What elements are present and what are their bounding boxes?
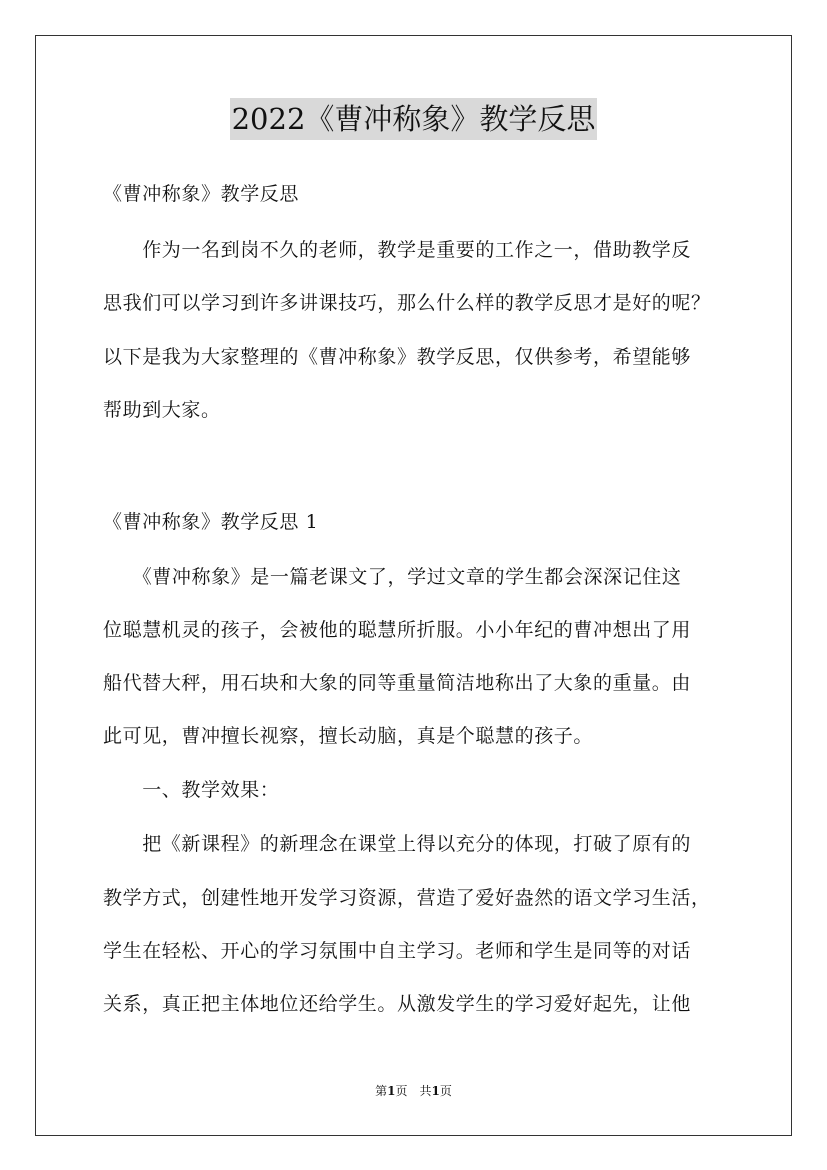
footer-mid: 页 共	[395, 1084, 432, 1098]
intro-line: 思我们可以学习到许多讲课技巧，那么什么样的教学反思才是好的呢？	[103, 292, 711, 314]
footer-prefix: 第	[375, 1084, 388, 1098]
section-line: 位聪慧机灵的孩子，会被他的聪慧所折服。小小年纪的曹冲想出了用	[103, 619, 692, 641]
section-line: 《曹冲称象》是一篇老课文了，学过文章的学生都会深深记住这	[103, 566, 682, 588]
body-line: 把《新课程》的新理念在课堂上得以充分的体现，打破了原有的	[103, 833, 692, 855]
section-line: 船代替大秤，用石块和大象的同等重量简洁地称出了大象的重量。由	[103, 672, 692, 694]
body-line: 学生在轻松、开心的学习氛围中自主学习。老师和学生是同等的对话	[103, 940, 692, 962]
footer-total-pages: 1	[431, 1084, 440, 1098]
document-title: 2022《曹冲称象》教学反思	[230, 98, 598, 140]
page-footer	[0, 1083, 827, 1099]
section-line: 此可见，曹冲擅长视察，擅长动脑，真是个聪慧的孩子。	[103, 725, 594, 747]
intro-line: 帮助到大家。	[103, 399, 221, 421]
body-line: 关系，真正把主体地位还给学生。从激发学生的学习爱好起先，让他	[103, 993, 692, 1015]
document-subtitle: 《曹冲称象》教学反思	[103, 183, 300, 205]
footer-suffix: 页	[439, 1084, 452, 1098]
body-line: 教学方式，创建性地开发学习资源，营造了爱好盎然的语文学习生活，	[103, 887, 711, 909]
subheading: 一、教学效果：	[103, 779, 280, 801]
intro-line: 以下是我为大家整理的《曹冲称象》教学反思，仅供参考，希望能够	[103, 346, 692, 368]
intro-line: 作为一名到岗不久的老师，教学是重要的工作之一，借助教学反	[103, 239, 692, 261]
title-wrap	[0, 98, 827, 140]
section-heading: 《曹冲称象》教学反思 1	[103, 511, 319, 533]
footer-page-number: 1	[387, 1084, 396, 1098]
